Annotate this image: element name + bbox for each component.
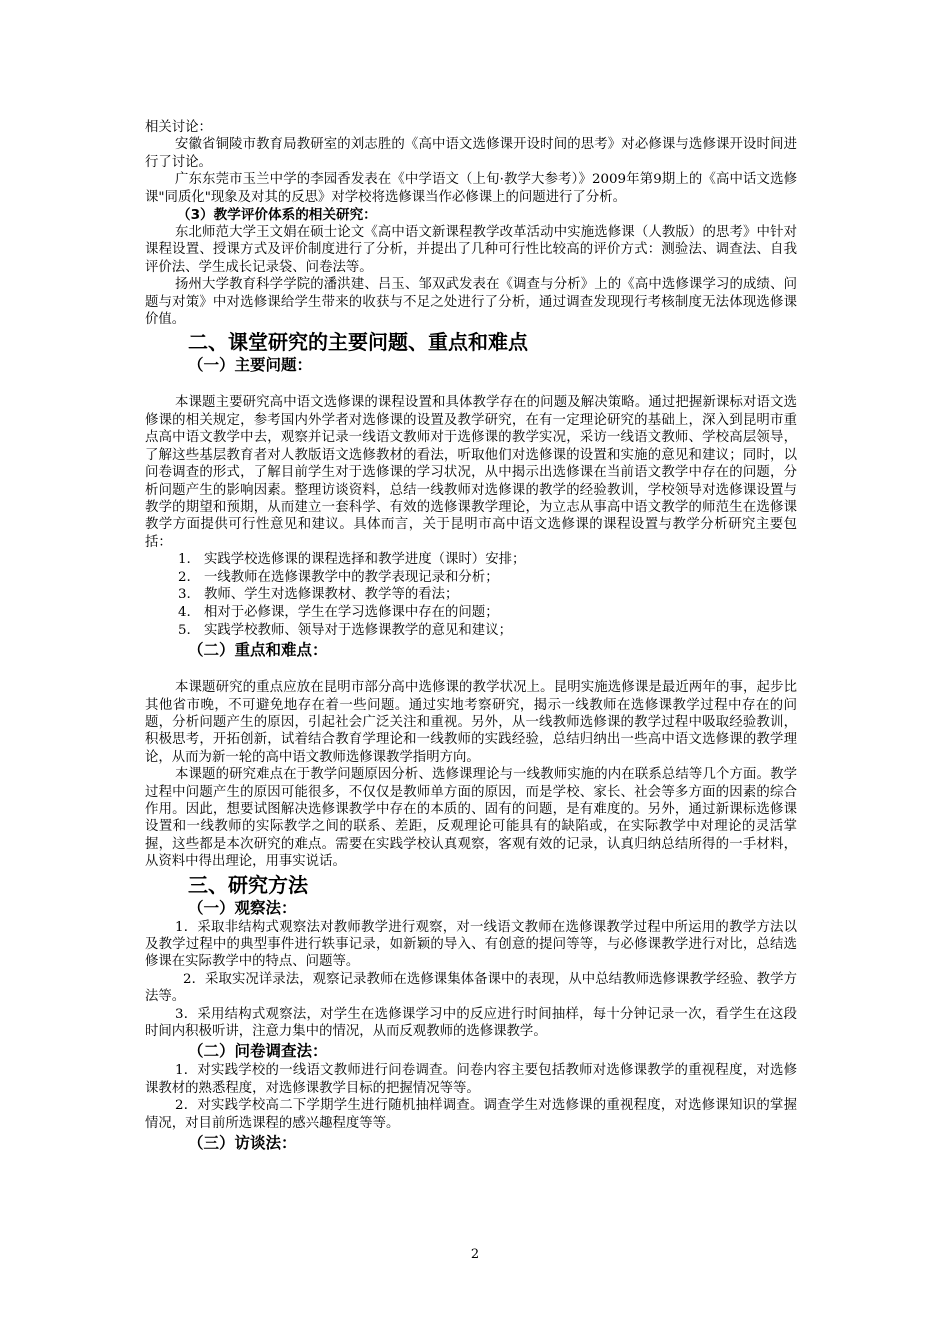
list-number: 4. (178, 604, 191, 620)
list-text: 实践学校选修课的课程选择和教学进度（课时）安排； (204, 552, 526, 568)
list-item (145, 569, 797, 587)
paragraph: 3．采用结构式观察法，对学生在选修课学习中的反应进行时间抽样，每十分钟记录一次，看学生在这段时间内积极听讲，注意力集中的情况，从而反观教师的选修课教学。 (145, 1006, 797, 1039)
paragraph: 广东东莞市玉兰中学的李园香发表在《中学语文（上旬·教学大参考）》2009年第9期上的《高中话文选修课"同质化"现象及对其的反思》对学校将选修课当作必修课上的问题进行了分析。 (145, 172, 797, 205)
subsection-heading: （二）问卷调查法： (188, 1042, 328, 1061)
list-text: 相对于必修课，学生在学习选修课中存在的问题； (204, 604, 499, 620)
paragraph: 1．对实践学校的一线语文教师进行问卷调查。问卷内容主要包括教师对选修课教学的重视程度，对选修课教材的熟悉程度，对选修课教学目标的把握情况等等。 (145, 1063, 797, 1096)
list-number: 3. (178, 587, 191, 603)
subsection-heading: （一）观察法： (188, 898, 297, 917)
paragraph: 安徽省铜陵市教育局教研室的刘志胜的《高中语文选修课开设时间的思考》对必修课与选修课开设时间进行了讨论。 (145, 137, 797, 170)
list-text: 教师、学生对选修课教材、教学等的看法； (204, 587, 459, 603)
list-item (145, 622, 797, 640)
paragraph: 扬州大学教育科学学院的潘洪建、吕玉、邹双武发表在《调查与分析》上的《高中选修课学习的成绩、问题与对策》中对选修课给学生带来的收获与不足之处进行了分析，通过调查发现现行考核制度无法体现选修课价值。 (145, 277, 797, 328)
paragraph: 相关讨论： (145, 120, 212, 135)
page-number: 2 (470, 1247, 480, 1262)
subsection-heading: （二）重点和难点： (188, 641, 328, 660)
paragraph: 本课题主要研究高中语文选修课的课程设置和具体教学存在的问题及解决策略。通过把握新课标对语文选修课的相关规定，参考国内外学者对选修课的设置及教学研究，在有一定理论研究的基础上，深入到昆明市重点高中语文教学中去，观察并记录一线语文教师对于选修课的教学实况，采访一线语文教师、学校高层领导，了解这些基层教育者对人教版语文选修教材的看法，听取他们对选修课的设置和实施的意见和建议；同时，以问卷调查的形式，了解目前学生对于选修课的学习状况，从中揭示出选修课在当前语文教学中存在的问题，分析问题产生的影响因素。整理访谈资料，总结一线教师对选修课的教学的经验教训，学校领导对选修课设置与教学的期望和预期，从而建立一套科学、有效的选修课教学理论，为立志从事高中语文教学的师范生在选修课教学方面提供可行性意见和建议。具体而言，关于昆明市高中语文选修课的课程设置与教学分析研究主要包括： (145, 395, 797, 550)
subsection-heading: （一）主要问题： (188, 356, 313, 375)
section-heading: 三、研究方法 (188, 872, 308, 897)
paragraph: 2．采取实况详录法，观察记录教师在选修课集体备课中的表现，从中总结教师选修课教学经验、教学方法等。 (145, 971, 797, 1005)
list-number: 1. (178, 552, 191, 568)
paragraph: 2．对实践学校高二下学期学生进行随机抽样调查。调查学生对选修课的重视程度，对选修课知识的掌握情况，对目前所选课程的感兴趣程度等等。 (145, 1098, 797, 1131)
blank-line (145, 661, 797, 679)
page-body (145, 119, 797, 1154)
list-item (145, 604, 797, 622)
minor-heading: （3）教学评价体系的相关研究： (177, 207, 377, 224)
paragraph: 本课题的研究难点在于教学问题原因分析、选修课理论与一线教师实施的内在联系总结等几个方面。教学过程中问题产生的原因可能很多，不仅仅是教师单方面的原因，而是学校、家长、社会等多方面的因素的综合作用。因此，想要试图解决选修课教学中存在的本质的、固有的问题，是有难度的。另外，通过新课标选修课设置和一线教师的实际教学之间的联系、差距，反观理论可能具有的缺陷或，在实际教学中对理论的灵活掌握，这些都是本次研究的难点。需要在实践学校认真观察，客观有效的记录，认真归纳总结所得的一手材料，从资料中得出理论，用事实说话。 (145, 767, 797, 870)
list-text: 实践学校教师、领导对于选修课教学的意见和建议； (204, 622, 512, 638)
subsection-heading: （三）访谈法： (188, 1134, 297, 1153)
list-number: 5. (178, 622, 191, 638)
list-number: 2. (178, 569, 191, 585)
list-text: 一线教师在选修课教学中的教学表现记录和分析； (204, 569, 499, 585)
paragraph: 本课题研究的重点应放在昆明市部分高中选修课的教学状况上。昆明实施选修课是最近两年的事，起步比其他省市晚，不可避免地存在着一些问题。通过实地考察研究，揭示一线教师在选修课教学过程中存在的问题，分析问题产生的原因，引起社会广泛关注和重视。另外，从一线教师选修课的教学过程中吸取经验教训，积极思考，开拓创新，试着结合教育学理论和一线教师的实践经验，总结归纳出一些高中语文选修课的教学理论，从而为新一轮的高中语文教师选修课教学指明方向。 (145, 680, 797, 765)
paragraph: 1．采取非结构式观察法对教师教学进行观察，对一线语文教师在选修课教学过程中所运用的教学方法以及教学过程中的典型事件进行轶事记录，如新颖的导入、有创意的提问等等，与必修课教学进行对比，总结选修课在实际教学中的特点、问题等。 (145, 919, 797, 970)
paragraph: 东北师范大学王文娟在硕士论文《高中语文新课程教学改革活动中实施选修课（人教版）的思考》中针对课程设置、授课方式及评价制度进行了分析，并提出了几种可行性比较高的评价方式：测验法、调查法、自我评价法、学生成长记录袋、问卷法等。 (145, 225, 797, 275)
section-heading: 二、课堂研究的主要问题、重点和难点 (188, 330, 528, 355)
list-item (145, 586, 797, 604)
list-item (145, 551, 797, 569)
blank-line (145, 376, 797, 394)
